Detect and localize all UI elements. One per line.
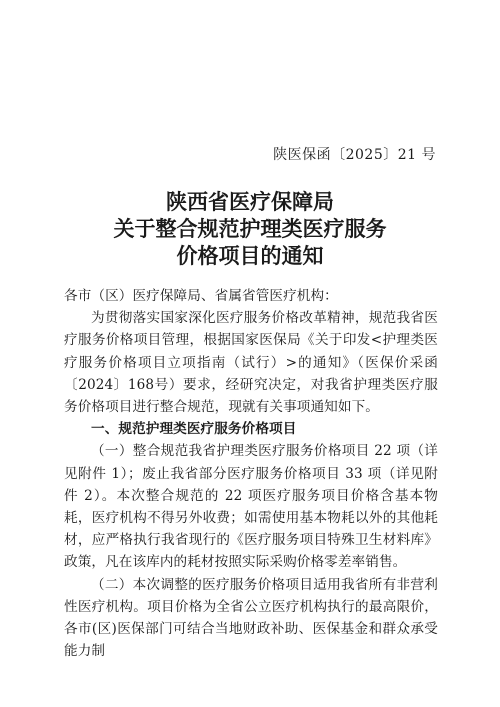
salutation: 各市（区）医疗保障局、省属省管医疗机构： xyxy=(64,288,338,304)
document-number: 陕医保函〔2025〕21 号 xyxy=(273,147,436,163)
title-line-subject: 关于整合规范护理类医疗服务 xyxy=(113,216,387,241)
title-line-subject-cont: 价格项目的通知 xyxy=(176,243,324,268)
item-paragraph-1: （一）整合规范我省护理类医疗服务价格项目 22 项（详见附件 1）；废止我省部分医疗服务价格项目 33 项（详见附件 2）。本次整合规范的 22 项医疗服务项目价格含基本物耗，医疗机构不得另外收费；如需使用基本物耗以外的其他耗材，应严格执行我省现行的《医疗服务项目特殊卫生材料库》政策，凡在该库内的耗材按照实际采购价格零差率销售。 xyxy=(64,443,438,571)
item-paragraph-2: （二）本次调整的医疗服务价格项目适用我省所有非营利性医疗机构。项目价格为全省公立医疗机构执行的最高限价，各市(区)医保部门可结合当地财政补助、医保基金和群众承受能力制 xyxy=(64,576,438,660)
title-line-issuer: 陕西省医疗保障局 xyxy=(166,189,334,214)
document-body xyxy=(64,285,438,662)
document-title xyxy=(0,188,500,269)
section-heading-1: 一、规范护理类医疗服务价格项目 xyxy=(91,421,297,438)
intro-paragraph: 为贯彻落实国家深化医疗服务价格改革精神，规范我省医疗服务价格项目管理，根据国家医保局《关于印发<护理类医疗服务价格项目立项指南（试行）>的通知》（医保价采函〔2024〕168号）要求，经研究决定，对我省护理类医疗服务价格项目进行整合规范，现就有关事项通知如下。 xyxy=(64,310,438,416)
